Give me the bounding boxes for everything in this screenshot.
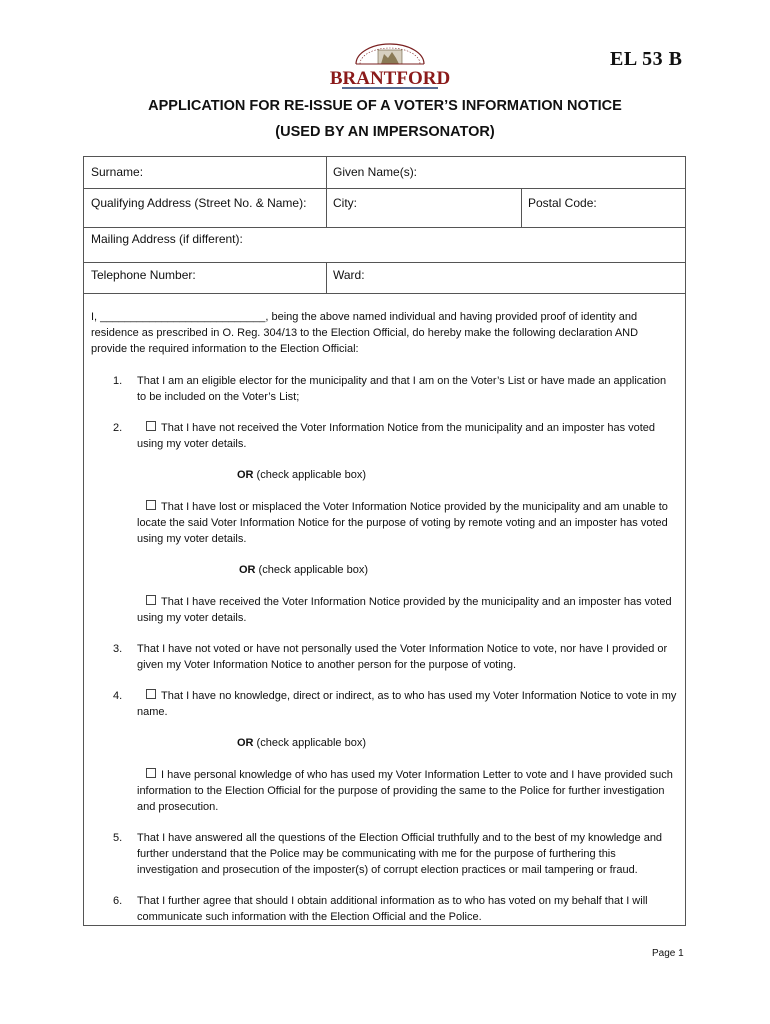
city-field[interactable] [326, 188, 521, 227]
option-text: That I have lost or misplaced the Voter Information Notice provided by the municipality and am unable to locate the said Voter Information Notice for the purpose of voting by remote voting and an imposter has voted using my voter details. [137, 501, 668, 545]
declaration-item-2 [91, 420, 677, 452]
or-label: OR [239, 564, 256, 576]
or-note: (check applicable box) [253, 737, 367, 749]
ward-field[interactable] [326, 262, 685, 293]
surname-field[interactable] [84, 157, 326, 188]
page-number: Page 1 [652, 948, 684, 959]
mailing-address-label: Mailing Address (if different): [91, 232, 243, 246]
brantford-logo [326, 40, 454, 92]
form-title: APPLICATION FOR RE-ISSUE OF A VOTER’S INFORMATION NOTICE [148, 98, 622, 114]
declaration-item-6 [91, 893, 677, 925]
declaration-item-4 [91, 688, 677, 720]
item-text: That I have not received the Voter Information Notice from the municipality and an imposter has voted using my voter details. [137, 422, 656, 450]
divider [84, 293, 685, 294]
declaration [91, 309, 677, 925]
or-label: OR [237, 469, 254, 481]
or-separator [91, 735, 677, 751]
item-text: That I have not voted or have not personally used the Voter Information Notice to vote, nor have I provided or given my Voter Information Notice to another person for the purpose of voting. [137, 643, 668, 671]
option-received [91, 594, 677, 626]
option-text: I have personal knowledge of who has used my Voter Information Letter to vote and I have provided such information to the Election Official for the purpose of providing the same to the Police for further investigation and prosecution. [137, 769, 673, 813]
item-text: That I am an eligible elector for the municipality and that I am on the Voter’s List or have made an application to be included on the Voter’s List; [137, 375, 667, 403]
checkbox-knowledge[interactable] [146, 768, 156, 778]
option-lost [91, 499, 677, 547]
item-number: 4. [113, 690, 123, 702]
given-names-label: Given Name(s): [333, 165, 418, 179]
postal-code-field[interactable] [521, 188, 685, 227]
telephone-field[interactable] [84, 262, 326, 293]
item-text: That I have answered all the questions of the Election Official truthfully and to the best of my knowledge and further understand that the Police may be communicating with me for the purpose of furthering this investigation and prosecution of the imposter(s) of corrupt election practices or mail tampering or fraud. [137, 832, 663, 876]
declaration-item-1 [91, 373, 677, 405]
checkbox-no-knowledge[interactable] [146, 689, 156, 699]
or-label: OR [237, 737, 254, 749]
item-number: 1. [113, 375, 123, 387]
item-number: 3. [113, 643, 123, 655]
logo-wordmark: BRANTFORD [329, 68, 451, 89]
option-text: That I have received the Voter Information Notice provided by the municipality and an imposter has voted using my voter details. [137, 596, 672, 624]
item-number: 5. [113, 832, 123, 844]
surname-label: Surname: [91, 165, 144, 179]
declaration-item-5 [91, 830, 677, 878]
city-label: City: [333, 196, 357, 210]
checkbox-received[interactable] [146, 595, 156, 605]
application-form [83, 156, 686, 926]
checkbox-lost[interactable] [146, 500, 156, 510]
declaration-item-3 [91, 641, 677, 673]
or-separator [91, 467, 677, 483]
declaration-intro: I, ___________________________, being the above named individual and having provided proof of identity and residence as prescribed in O. Reg. 304/13 to the Election Official, do hereby make the following declaration AND provide the required information to the Election Official: [91, 311, 639, 355]
checkbox-not-received[interactable] [146, 421, 156, 431]
item-number: 6. [113, 895, 123, 907]
mailing-address-field[interactable] [84, 227, 685, 262]
telephone-label: Telephone Number: [91, 268, 196, 282]
item-text: That I have no knowledge, direct or indirect, as to who has used my Voter Information Notice to vote in my name. [137, 690, 677, 718]
ward-label: Ward: [333, 268, 365, 282]
option-knowledge [91, 767, 677, 815]
or-note: (check applicable box) [255, 564, 369, 576]
qualifying-address-label: Qualifying Address (Street No. & Name): [91, 196, 307, 210]
or-separator [91, 562, 677, 578]
item-number: 2. [113, 422, 123, 434]
form-subtitle: (USED BY AN IMPERSONATOR) [275, 124, 495, 140]
postal-code-label: Postal Code: [528, 196, 597, 210]
given-names-field[interactable] [326, 157, 685, 188]
qualifying-address-field[interactable] [84, 188, 326, 227]
item-text: That I further agree that should I obtain additional information as to who has voted on my behalf that I will communicate such information with the Election Official and the Police. [137, 895, 648, 923]
or-note: (check applicable box) [253, 469, 367, 481]
form-code: EL 53 B [610, 48, 683, 70]
